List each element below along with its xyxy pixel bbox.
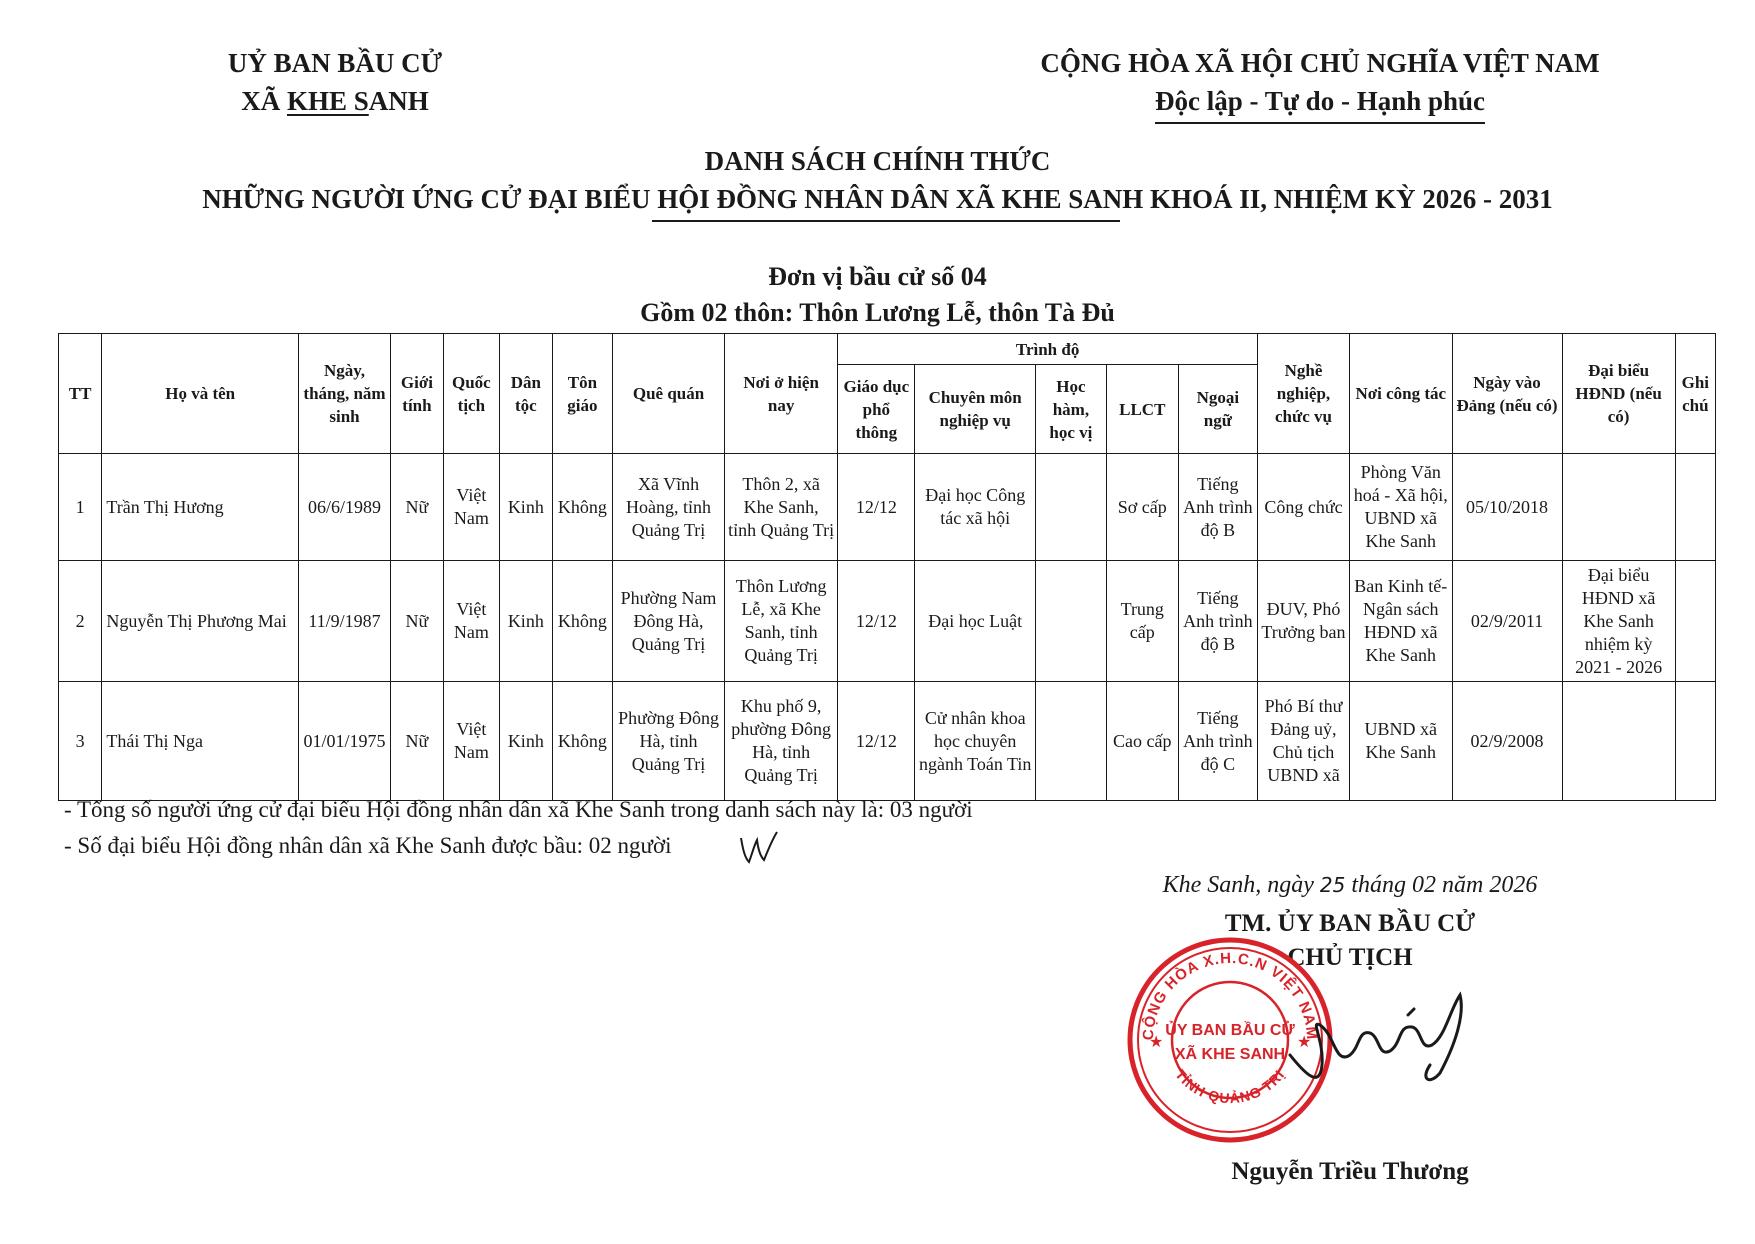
cell-religion: Không [552, 454, 612, 561]
cell-gender: Nữ [391, 561, 444, 682]
cell-hometown: Phường Nam Đông Hà, Quảng Trị [613, 561, 725, 682]
cell-llct: Sơ cấp [1106, 454, 1178, 561]
header-ethnicity: Dân tộc [499, 334, 552, 454]
cell-tt: 2 [59, 561, 102, 682]
title-underline [652, 220, 1120, 222]
cell-language: Tiếng Anh trình độ B [1178, 561, 1257, 682]
header-name: Họ và tên [102, 334, 299, 454]
document-title: DANH SÁCH CHÍNH THỨC [704, 146, 1051, 176]
cell-residence: Thôn Lương Lễ, xã Khe Sanh, tỉnh Quảng Trị [725, 561, 838, 682]
cell-workplace: UBND xã Khe Sanh [1349, 682, 1452, 801]
header-workplace: Nơi công tác [1349, 334, 1452, 454]
header-delegate: Đại biểu HĐND (nếu có) [1562, 334, 1675, 454]
table-row [59, 682, 1716, 801]
candidate-table [58, 333, 1716, 801]
cell-party-date: 05/10/2018 [1452, 454, 1562, 561]
cell-nationality: Việt Nam [443, 682, 499, 801]
cell-delegate [1562, 682, 1675, 801]
header-profession: Chuyên môn nghiệp vụ [915, 365, 1036, 454]
cell-religion: Không [552, 561, 612, 682]
header-note: Ghi chú [1675, 334, 1715, 454]
cell-dob: 01/01/1975 [299, 682, 391, 801]
cell-general-edu: 12/12 [838, 561, 915, 682]
authority-line-1: UỶ BAN BẦU CỬ [227, 48, 443, 78]
cell-profession: Đại học Công tác xã hội [915, 454, 1036, 561]
cell-party-date: 02/9/2011 [1452, 561, 1562, 682]
electoral-unit-villages: Gồm 02 thôn: Thôn Lương Lễ, thôn Tà Đủ [640, 298, 1115, 327]
cell-ethnicity: Kinh [499, 561, 552, 682]
header-party-date: Ngày vào Đảng (nếu có) [1452, 334, 1562, 454]
stamp-inner-line-1: ỦY BAN BẦU CỬ [1165, 1022, 1295, 1039]
cell-delegate: Đại biểu HĐND xã Khe Sanh nhiệm kỳ 2021 - 2026 [1562, 561, 1675, 682]
electoral-unit: Đơn vị bầu cử số 04 [768, 262, 987, 291]
cell-party-date: 02/9/2008 [1452, 682, 1562, 801]
cell-residence: Thôn 2, xã Khe Sanh, tỉnh Quảng Trị [725, 454, 838, 561]
cell-language: Tiếng Anh trình độ B [1178, 454, 1257, 561]
cell-gender: Nữ [391, 454, 444, 561]
header-occupation: Nghề nghiệp, chức vụ [1258, 334, 1350, 454]
cell-hometown: Xã Vĩnh Hoàng, tỉnh Quảng Trị [613, 454, 725, 561]
cell-gender: Nữ [391, 682, 444, 801]
cell-ethnicity: Kinh [499, 454, 552, 561]
signatory-role: CHỦ TỊCH [1287, 944, 1413, 971]
header-residence: Nơi ở hiện nay [725, 334, 838, 454]
cell-residence: Khu phố 9, phường Đông Hà, tỉnh Quảng Trị [725, 682, 838, 801]
svg-text:TỈNH QUẢNG TRỊ [1172, 1066, 1288, 1106]
issuing-authority [170, 44, 500, 120]
cell-workplace: Ban Kinh tế-Ngân sách HĐND xã Khe Sanh [1349, 561, 1452, 682]
cell-tt: 3 [59, 682, 102, 801]
cell-note [1675, 682, 1715, 801]
cell-ethnicity: Kinh [499, 682, 552, 801]
handwritten-signature [1280, 985, 1480, 1095]
handwritten-initial [735, 828, 781, 868]
signatory-organization: TM. ỦY BAN BẦU CỬ [1224, 910, 1476, 937]
stamp-bottom-text: TỈNH QUẢNG TRỊ [1172, 1066, 1288, 1107]
cell-nationality: Việt Nam [443, 561, 499, 682]
cell-hometown: Phường Đông Hà, tỉnh Quảng Trị [613, 682, 725, 801]
cell-delegate [1562, 454, 1675, 561]
header-hometown: Quê quán [613, 334, 725, 454]
total-candidates-note: - Tổng số người ứng cử đại biểu Hội đồng nhân dân xã Khe Sanh trong danh sách này là: 03 người [64, 797, 973, 822]
cell-language: Tiếng Anh trình độ C [1178, 682, 1257, 801]
date-day: 25 [1319, 873, 1346, 897]
cell-occupation: Công chức [1258, 454, 1350, 561]
signatory-name: Nguyễn Triều Thương [1231, 1158, 1469, 1185]
stamp-star-right: ★ [1297, 1034, 1312, 1051]
stamp-star-left: ★ [1149, 1034, 1164, 1051]
header-llct: LLCT [1106, 365, 1178, 454]
cell-religion: Không [552, 682, 612, 801]
authority-line-2: XÃ KHE SANH [241, 86, 429, 116]
cell-nationality: Việt Nam [443, 454, 499, 561]
stamp-outer-text: CỘNG HÒA X.H.C.N VIỆT NAM [1139, 949, 1321, 1041]
header-nationality: Quốc tịch [443, 334, 499, 454]
cell-name: Trần Thị Hương [102, 454, 299, 561]
cell-tt: 1 [59, 454, 102, 561]
cell-dob: 11/9/1987 [299, 561, 391, 682]
cell-llct: Cao cấp [1106, 682, 1178, 801]
table-header-row [59, 334, 1716, 365]
cell-note [1675, 561, 1715, 682]
header-gender: Giới tính [391, 334, 444, 454]
header-academic: Học hàm, học vị [1035, 365, 1106, 454]
cell-general-edu: 12/12 [838, 682, 915, 801]
cell-workplace: Phòng Văn hoá - Xã hội, UBND xã Khe Sanh [1349, 454, 1452, 561]
elected-count-note: - Số đại biểu Hội đồng nhân dân xã Khe Sanh được bầu: 02 người [64, 833, 672, 858]
national-motto [990, 44, 1650, 124]
cell-dob: 06/6/1989 [299, 454, 391, 561]
cell-profession: Đại học Luật [915, 561, 1036, 682]
cell-profession: Cử nhân khoa học chuyên ngành Toán Tin [915, 682, 1036, 801]
cell-academic [1035, 454, 1106, 561]
header-tt: TT [59, 334, 102, 454]
document-subtitle: NHỮNG NGƯỜI ỨNG CỬ ĐẠI BIỂU HỘI ĐỒNG NHÂN DÂN XÃ KHE SANH KHOÁ II, NHIỆM KỲ 2026 - 2031 [202, 184, 1553, 214]
cell-name: Thái Thị Nga [102, 682, 299, 801]
header-dob: Ngày, tháng, năm sinh [299, 334, 391, 454]
cell-name: Nguyễn Thị Phương Mai [102, 561, 299, 682]
cell-occupation: Phó Bí thư Đảng uỷ, Chủ tịch UBND xã [1258, 682, 1350, 801]
place-date: Khe Sanh, ngày 25 tháng 02 năm 2026 [1162, 872, 1538, 898]
cell-academic [1035, 561, 1106, 682]
motto: Độc lập - Tự do - Hạnh phúc [1155, 82, 1485, 124]
header-religion: Tôn giáo [552, 334, 612, 454]
header-education-group: Trình độ [838, 334, 1258, 365]
cell-academic [1035, 682, 1106, 801]
header-general-edu: Giáo dục phổ thông [838, 365, 915, 454]
cell-occupation: ĐUV, Phó Trưởng ban [1258, 561, 1350, 682]
header-language: Ngoại ngữ [1178, 365, 1257, 454]
table-row [59, 561, 1716, 682]
stamp-inner-line-2: XÃ KHE SANH [1174, 1046, 1286, 1063]
country-name: CỘNG HÒA XÃ HỘI CHỦ NGHĨA VIỆT NAM [1040, 48, 1600, 78]
table-row [59, 454, 1716, 561]
cell-note [1675, 454, 1715, 561]
cell-llct: Trung cấp [1106, 561, 1178, 682]
cell-general-edu: 12/12 [838, 454, 915, 561]
